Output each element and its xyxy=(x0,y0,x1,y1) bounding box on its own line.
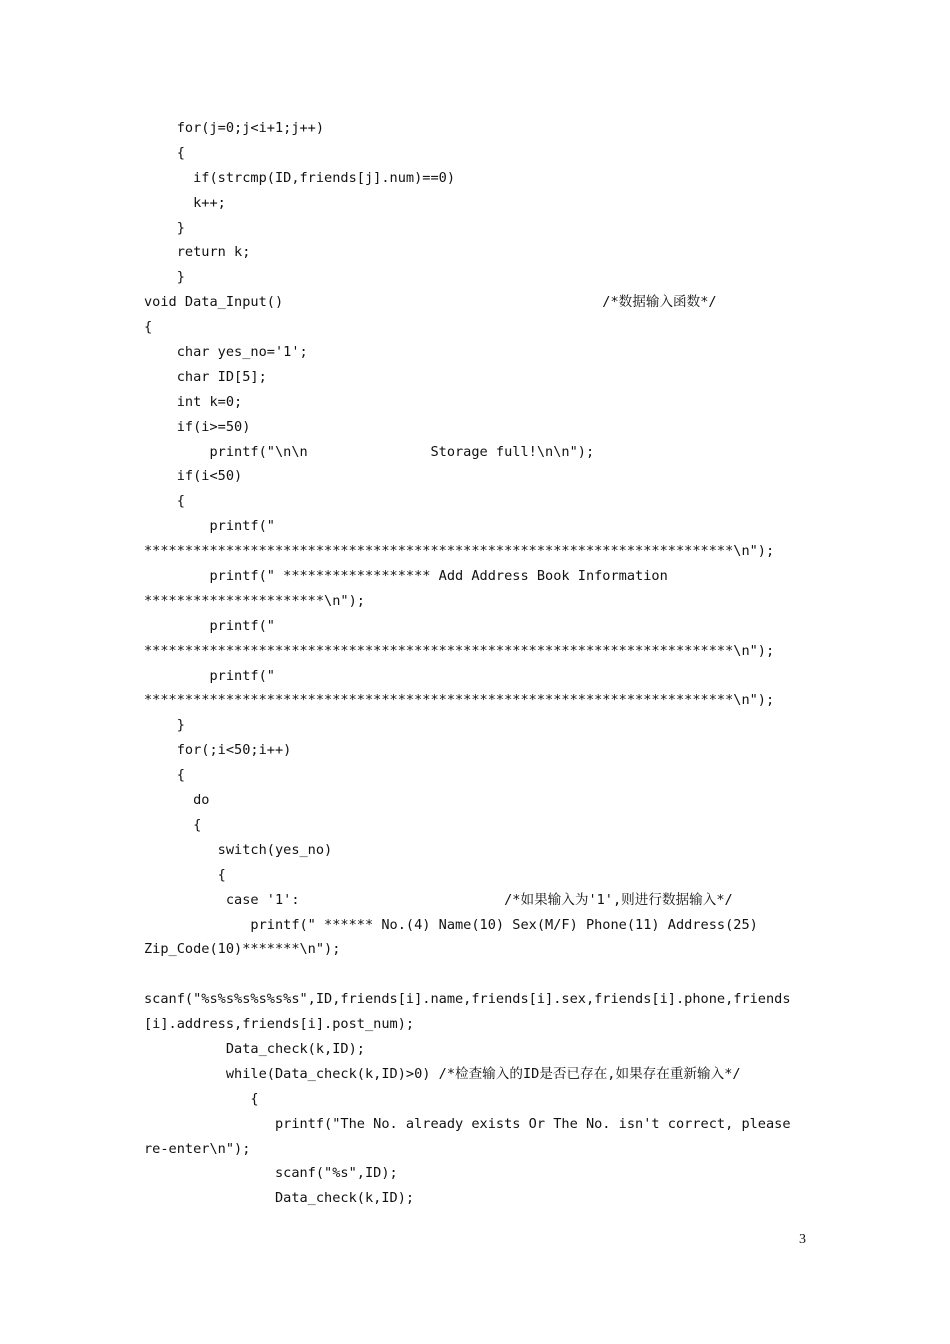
code-line: re-enter\n"); xyxy=(144,1140,251,1157)
code-line: void Data_Input() /*数据输入函数*/ xyxy=(144,294,717,311)
code-line: [i].address,friends[i].post_num); xyxy=(144,1016,415,1033)
code-line: ************************************************************************\n"); xyxy=(144,543,775,560)
code-line: **********************\n"); xyxy=(144,592,365,609)
code-line: { xyxy=(144,493,185,510)
code-line: } xyxy=(144,269,185,286)
code-line: printf(" ****************** Add Address Book Information xyxy=(144,568,668,585)
code-line: return k; xyxy=(144,244,251,261)
code-line: Data_check(k,ID); xyxy=(144,1040,365,1057)
code-line: } xyxy=(144,219,185,236)
code-line: printf(" xyxy=(144,667,275,684)
code-line: { xyxy=(144,816,202,833)
code-line: { xyxy=(144,319,153,336)
page-number: 3 xyxy=(799,1232,806,1247)
code-line: { xyxy=(144,866,226,883)
code-line: printf("The No. already exists Or The No. isn't correct, please xyxy=(144,1115,791,1132)
code-line: case '1': /*如果输入为'1',则进行数据输入*/ xyxy=(144,891,733,908)
code-line: if(i<50) xyxy=(144,468,243,485)
code-line: printf(" xyxy=(144,617,275,634)
code-line xyxy=(144,962,806,987)
code-listing xyxy=(144,116,806,1211)
code-line: switch(yes_no) xyxy=(144,841,333,858)
code-line: scanf("%s",ID); xyxy=(144,1165,398,1182)
code-line: do xyxy=(144,792,210,809)
code-line: printf("\n\n Storage full!\n\n"); xyxy=(144,443,595,460)
code-line: Zip_Code(10)*******\n"); xyxy=(144,941,341,958)
code-line: for(;i<50;i++) xyxy=(144,742,292,759)
code-line: char yes_no='1'; xyxy=(144,344,308,361)
code-line: Data_check(k,ID); xyxy=(144,1190,415,1207)
code-line: k++; xyxy=(144,194,226,211)
code-line: if(i>=50) xyxy=(144,418,251,435)
code-line: while(Data_check(k,ID)>0) /*检查输入的ID是否已存在,如果存在重新输入*/ xyxy=(144,1065,741,1082)
code-line: ************************************************************************\n"); xyxy=(144,642,775,659)
code-line: printf(" xyxy=(144,518,275,535)
code-line: { xyxy=(144,144,185,161)
code-line: if(strcmp(ID,friends[j].num)==0) xyxy=(144,169,455,186)
code-line: ************************************************************************\n"); xyxy=(144,692,775,709)
code-line: char ID[5]; xyxy=(144,368,267,385)
code-line: { xyxy=(144,1090,259,1107)
code-line: scanf("%s%s%s%s%s%s",ID,friends[i].name,friends[i].sex,friends[i].phone,friends xyxy=(144,991,791,1008)
code-line: printf(" ****** No.(4) Name(10) Sex(M/F) Phone(11) Address(25) xyxy=(144,916,758,933)
code-line: for(j=0;j<i+1;j++) xyxy=(144,120,325,136)
code-line: } xyxy=(144,717,185,734)
code-line: int k=0; xyxy=(144,393,243,410)
code-line: { xyxy=(144,767,185,784)
